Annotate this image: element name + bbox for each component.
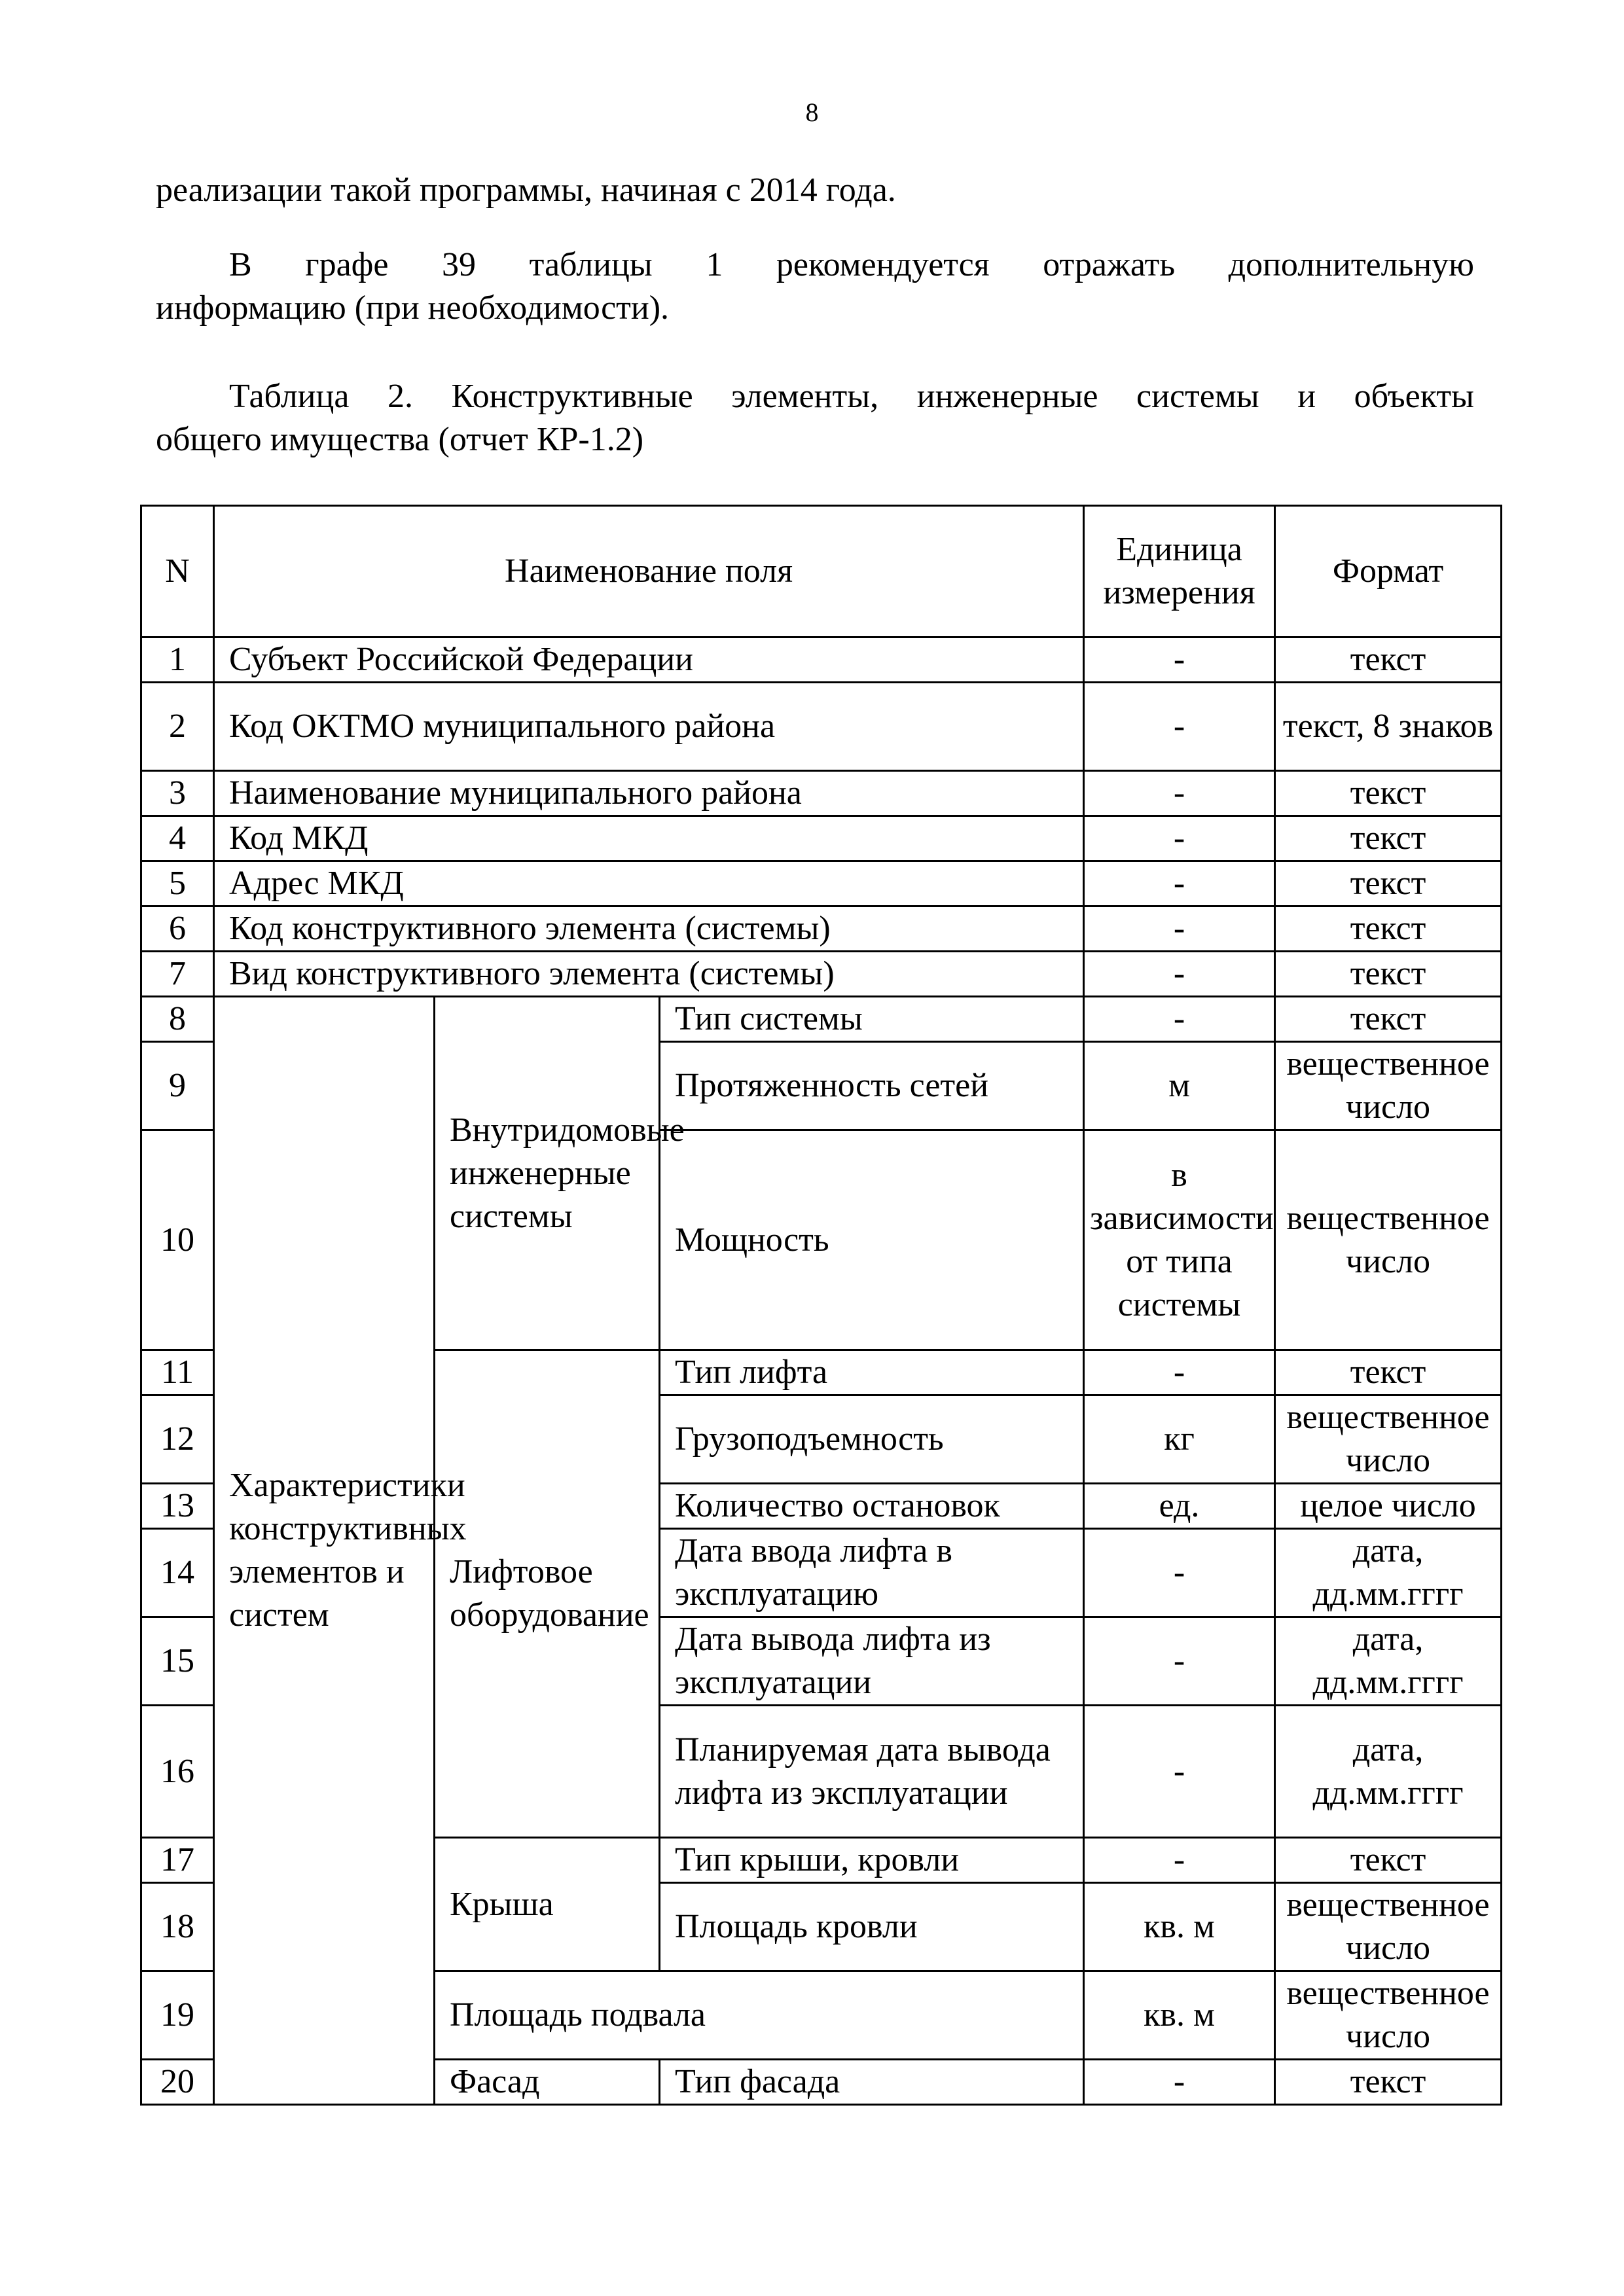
unit-cell: - <box>1084 1838 1275 1883</box>
unit-cell: - <box>1084 952 1275 997</box>
field-name: Наименование муниципального района <box>214 771 1084 816</box>
format-cell: текст <box>1275 1350 1502 1395</box>
table-row <box>141 861 1502 906</box>
table-row <box>141 771 1502 816</box>
field-name: Код конструктивного элемента (системы) <box>214 906 1084 952</box>
characteristics-group: Характеристики конструктивных элементов и систем <box>214 997 435 2105</box>
row-number: 20 <box>141 2060 214 2105</box>
table-row <box>141 683 1502 771</box>
format-cell: вещественное число <box>1275 1130 1502 1350</box>
header-format: Формат <box>1275 506 1502 637</box>
format-cell: текст <box>1275 2060 1502 2105</box>
row-number: 8 <box>141 997 214 1042</box>
table-header-row <box>141 506 1502 637</box>
table-caption-continued: общего имущества (отчет КР-1.2) <box>156 421 644 458</box>
format-cell: целое число <box>1275 1484 1502 1529</box>
format-cell: вещественное число <box>1275 1971 1502 2060</box>
facade-group: Фасад <box>435 2060 660 2105</box>
header-name: Наименование поля <box>214 506 1084 637</box>
unit-cell: - <box>1084 683 1275 771</box>
unit-cell: - <box>1084 997 1275 1042</box>
format-cell: текст, 8 знаков <box>1275 683 1502 771</box>
header-unit: Единица измерения <box>1084 506 1275 637</box>
unit-cell: - <box>1084 906 1275 952</box>
unit-cell: кв. м <box>1084 1883 1275 1971</box>
row-number: 17 <box>141 1838 214 1883</box>
row-number: 5 <box>141 861 214 906</box>
unit-cell: - <box>1084 861 1275 906</box>
page-number: 8 <box>805 98 819 127</box>
field-name: Дата ввода лифта в эксплуатацию <box>660 1529 1084 1617</box>
row-number: 7 <box>141 952 214 997</box>
row-number: 11 <box>141 1350 214 1395</box>
field-name: Планируемая дата вывода лифта из эксплуатации <box>660 1706 1084 1838</box>
format-cell: дата, дд.мм.гггг <box>1275 1529 1502 1617</box>
row-number: 13 <box>141 1484 214 1529</box>
unit-cell: - <box>1084 637 1275 683</box>
field-name: Субъект Российской Федерации <box>214 637 1084 683</box>
header-n: N <box>141 506 214 637</box>
roof-group: Крыша <box>435 1838 660 1971</box>
table-row <box>141 637 1502 683</box>
format-cell: вещественное число <box>1275 1042 1502 1130</box>
field-name: Тип лифта <box>660 1350 1084 1395</box>
field-name: Тип крыши, кровли <box>660 1838 1084 1883</box>
unit-cell: - <box>1084 1350 1275 1395</box>
format-cell: дата, дд.мм.гггг <box>1275 1706 1502 1838</box>
row-number: 1 <box>141 637 214 683</box>
field-name: Площадь кровли <box>660 1883 1084 1971</box>
row-number: 12 <box>141 1395 214 1484</box>
unit-cell: - <box>1084 1529 1275 1617</box>
unit-cell: м <box>1084 1042 1275 1130</box>
elevator-group: Лифтовое оборудование <box>435 1350 660 1838</box>
unit-cell: - <box>1084 2060 1275 2105</box>
format-cell: текст <box>1275 997 1502 1042</box>
row-number: 19 <box>141 1971 214 2060</box>
format-cell: вещественное число <box>1275 1883 1502 1971</box>
field-name: Площадь подвала <box>435 1971 1084 2060</box>
row-number: 4 <box>141 816 214 861</box>
unit-cell: ед. <box>1084 1484 1275 1529</box>
table-row <box>141 906 1502 952</box>
table-caption: Таблица 2. Конструктивные элементы, инженерные системы и объекты <box>229 378 1474 415</box>
field-name: Грузоподъемность <box>660 1395 1084 1484</box>
field-name: Мощность <box>660 1130 1084 1350</box>
format-cell: текст <box>1275 861 1502 906</box>
table-row <box>141 952 1502 997</box>
field-name: Код ОКТМО муниципального района <box>214 683 1084 771</box>
unit-cell: кв. м <box>1084 1971 1275 2060</box>
field-name: Код МКД <box>214 816 1084 861</box>
unit-cell: - <box>1084 816 1275 861</box>
row-number: 10 <box>141 1130 214 1350</box>
format-cell: текст <box>1275 1838 1502 1883</box>
fields-table <box>140 505 1502 2106</box>
format-cell: вещественное число <box>1275 1395 1502 1484</box>
row-number: 9 <box>141 1042 214 1130</box>
paragraph-line: информацию (при необходимости). <box>156 289 670 327</box>
paragraph-line: В графе 39 таблицы 1 рекомендуется отражать дополнительную <box>229 246 1474 283</box>
row-number: 16 <box>141 1706 214 1838</box>
unit-cell: - <box>1084 1617 1275 1706</box>
row-number: 2 <box>141 683 214 771</box>
field-name: Адрес МКД <box>214 861 1084 906</box>
table-row <box>141 816 1502 861</box>
format-cell: текст <box>1275 771 1502 816</box>
row-number: 18 <box>141 1883 214 1971</box>
unit-cell: кг <box>1084 1395 1275 1484</box>
format-cell: текст <box>1275 906 1502 952</box>
unit-cell: - <box>1084 1706 1275 1838</box>
field-name: Дата вывода лифта из эксплуатации <box>660 1617 1084 1706</box>
unit-cell: - <box>1084 771 1275 816</box>
format-cell: дата, дд.мм.гггг <box>1275 1617 1502 1706</box>
row-number: 3 <box>141 771 214 816</box>
field-name: Протяженность сетей <box>660 1042 1084 1130</box>
field-name: Тип системы <box>660 997 1084 1042</box>
row-number: 6 <box>141 906 214 952</box>
field-name: Тип фасада <box>660 2060 1084 2105</box>
field-name: Количество остановок <box>660 1484 1084 1529</box>
format-cell: текст <box>1275 952 1502 997</box>
intro-line: реализации такой программы, начиная с 2014 года. <box>156 171 896 209</box>
format-cell: текст <box>1275 816 1502 861</box>
field-name: Вид конструктивного элемента (системы) <box>214 952 1084 997</box>
row-number: 14 <box>141 1529 214 1617</box>
row-number: 15 <box>141 1617 214 1706</box>
unit-cell: в зависимости от типа системы <box>1084 1130 1275 1350</box>
format-cell: текст <box>1275 637 1502 683</box>
internal-systems-group: Внутридомовые инженерные системы <box>435 997 660 1350</box>
table-row <box>141 997 1502 1042</box>
